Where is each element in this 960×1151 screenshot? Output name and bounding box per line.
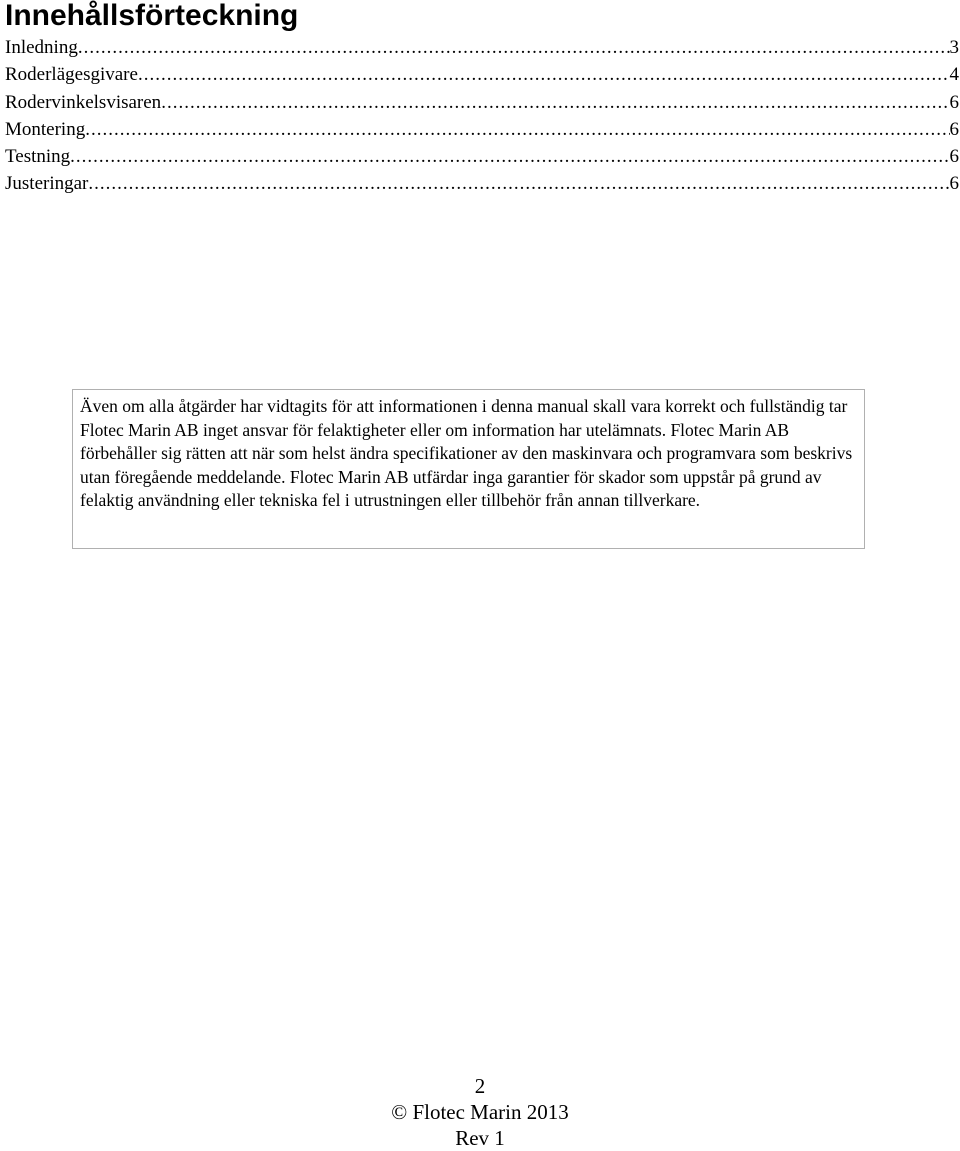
toc-entry-label: Rodervinkelsvisaren: [5, 91, 162, 113]
toc-dot-leader: [70, 143, 949, 170]
toc-entry-page: 4: [949, 64, 959, 86]
toc-dot-leader: [85, 116, 949, 143]
disclaimer-text: Även om alla åtgärder har vidtagits för att informationen i denna manual skall vara korrekt och fullständig tar Flotec Marin AB inget ansvar för felaktigheter eller om information har utelämnats. Flotec Marin AB förbehåller sig rätten att när som helst ändra specifikationer av den maskinvara och programvara som beskrivs utan föregående meddelande. Flotec Marin AB utfärdar inga garantier för skador som uppstår på grund av felaktig användning eller tekniska fel i utrustningen eller tillbehör från annan tillverkare.: [80, 396, 853, 511]
toc-entry-roderlagesgivare[interactable]: [5, 61, 959, 88]
toc-dot-leader: [78, 34, 950, 61]
page-number: 2: [474, 1074, 486, 1098]
toc-entry-page: 6: [949, 146, 959, 168]
toc-entry-testning[interactable]: [5, 143, 959, 170]
toc-entry-label: Testning: [5, 146, 71, 168]
copyright-notice: © Flotec Marin 2013: [391, 1100, 569, 1124]
toc-entry-label: Montering: [5, 118, 86, 140]
toc-entry-label: Roderlägesgivare: [5, 64, 138, 86]
toc-entry-page: 6: [949, 118, 959, 140]
toc-entry-justeringar[interactable]: [5, 170, 959, 197]
toc-entry-inledning[interactable]: [5, 34, 959, 61]
toc-dot-leader: [88, 170, 949, 197]
toc-list: [5, 34, 959, 198]
toc-dot-leader: [161, 89, 949, 116]
toc-entry-rodervinkelsvisaren[interactable]: [5, 89, 959, 116]
toc-entry-montering[interactable]: [5, 116, 959, 143]
toc-dot-leader: [138, 61, 950, 88]
page-footer: [0, 1073, 960, 1151]
revision-label: Rev 1: [455, 1126, 505, 1150]
toc-entry-page: 6: [949, 91, 959, 113]
disclaimer-box: [72, 389, 865, 549]
toc-entry-label: Justeringar: [5, 173, 89, 195]
toc-entry-page: 6: [949, 173, 959, 195]
toc-entry-label: Inledning: [5, 37, 78, 58]
toc-entry-page: 3: [949, 37, 959, 58]
toc-title: Innehållsförteckning: [5, 0, 299, 32]
